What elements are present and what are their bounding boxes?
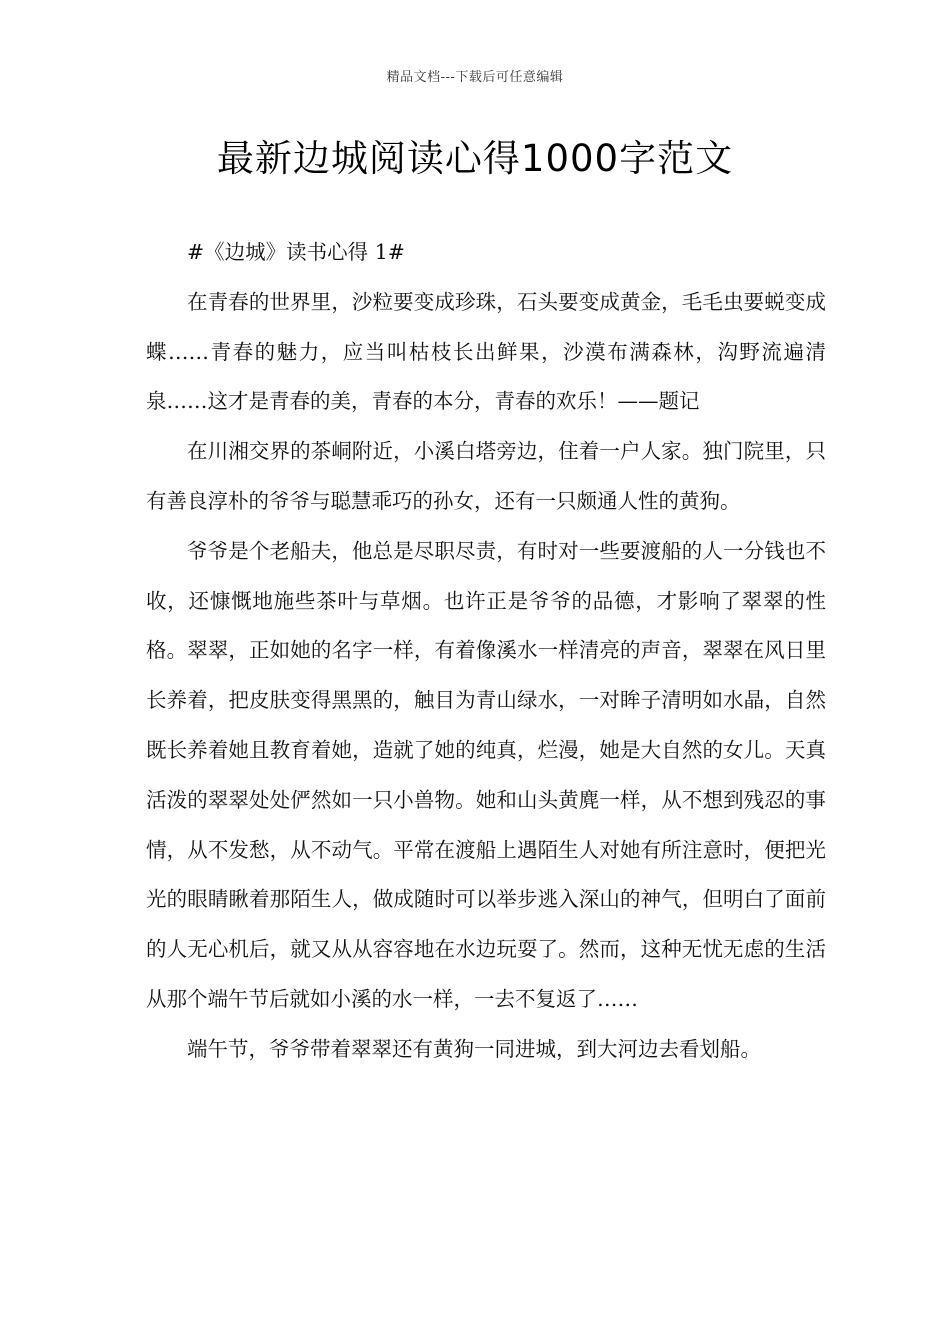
document-body	[146, 228, 826, 1075]
paragraph-grandfather: 爷爷是个老船夫，他总是尽职尽责，有时对一些要渡船的人一分钱也不收，还慷慨地施些茶叶与草烟。也许正是爷爷的品德，才影响了翠翠的性格。翠翠，正如她的名字一样，有着像溪水一样清亮的声音，翠翠在风日里长养着，把皮肤变得黑黑的，触目为青山绿水，一对眸子清明如水晶，自然既长养着她且教育着她，造就了她的纯真，烂漫，她是大自然的女儿。天真活泼的翠翠处处俨然如一只小兽物。她和山头黄麂一样，从不想到残忍的事情，从不发愁，从不动气。平常在渡船上遇陌生人对她有所注意时，便把光光的眼睛瞅着那陌生人，做成随时可以举步逃入深山的神气，但明白了面前的人无心机后，就又从从容容地在水边玩耍了。然而，这种无忧无虑的生活从那个端午节后就如小溪的水一样，一去不复返了……	[146, 538, 826, 1011]
paragraph-setting: 在川湘交界的茶峒附近，小溪白塔旁边，住着一户人家。独门院里，只有善良淳朴的爷爷与聪慧乖巧的孙女，还有一只颇通人性的黄狗。	[146, 439, 826, 513]
paragraph-epigraph: 在青春的世界里，沙粒要变成珍珠，石头要变成黄金，毛毛虫要蜕变成蝶……青春的魅力，应当叫枯枝长出鲜果，沙漠布满森林，沟野流遍清泉……这才是青春的美，青春的本分，青春的欢乐！——题记	[146, 289, 826, 414]
header-note: 精品文档---下载后可任意编辑	[386, 70, 564, 85]
section-heading: #《边城》读书心得 1#	[187, 240, 405, 264]
paragraph-dragon-boat: 端午节，爷爷带着翠翠还有黄狗一同进城，到大河边去看划船。	[187, 1036, 761, 1061]
document-title: 最新边城阅读心得1000字范文	[216, 137, 734, 180]
